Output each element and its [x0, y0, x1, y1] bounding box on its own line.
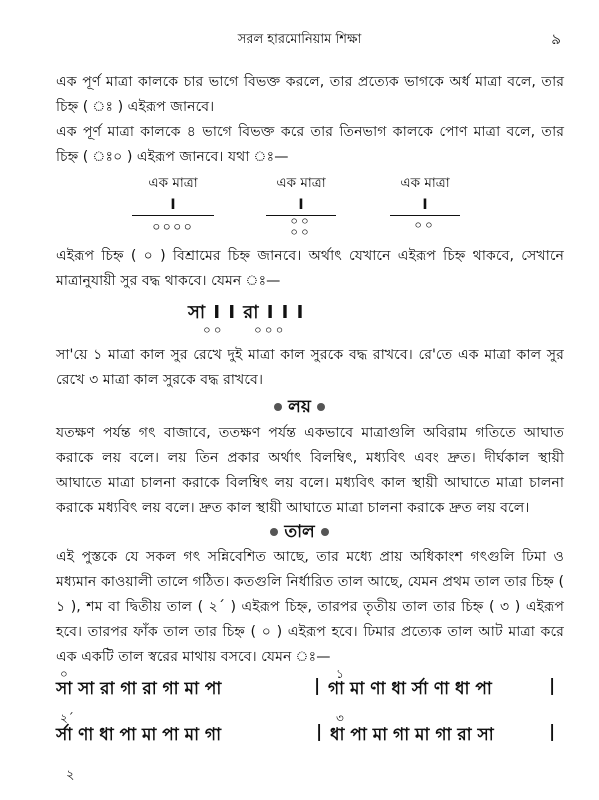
matra-bar-symbol: I: [298, 197, 304, 213]
matra-circles: ০০: [290, 214, 312, 228]
paragraph-rest-explanation: সা'য়ে ১ মাত্রা কাল সুর রেখে দুই মাত্রা কাল সুরকে বদ্ধ রাখবে। রে'তে এক মাত্রা কাল সুর রেখে ৩ মাত্রা কাল সুরকে বদ্ধ রাখবে।: [56, 347, 564, 388]
footer-signature-number: ২: [66, 768, 75, 783]
matra-diagram: [0, 172, 599, 242]
tal-row-2-right: ধা পা মা গা মা গা রা সা: [330, 725, 494, 745]
paragraph-rest-sign: এইরূপ চিহ্ন ( ০ ) বিশ্রামের চিহ্ন জানবে। অর্থাৎ যেখানে এইরূপ চিহ্ন থাকবে, সেখানে মাত্রানুযায়ী সুর বদ্ধ থাকবে। যেমন ঃ—: [56, 248, 564, 289]
bullet-dot: [270, 528, 278, 536]
section-title: লয়: [288, 397, 311, 417]
tal-mark-fank: ০: [60, 667, 68, 681]
matra-circles: ০০: [290, 225, 312, 239]
tal-row-1-left: সা সা রা গা রা গা মা পা: [56, 679, 222, 699]
matra-bar-symbol: I: [170, 197, 176, 213]
matra-group-1: [118, 172, 228, 239]
rest-example-notation: সা I I রা I I I: [188, 302, 305, 323]
paragraph-pone-matra: এক পূর্ণ মাত্রা কালকে ৪ ভাগে বিভক্ত করে তার তিনভাগ কালকে পোণ মাত্রা বলে, তার চিহ্ন ( ঃ০ ) এইরূপ জানবে। যথা ঃ—: [56, 124, 564, 165]
tal-mark-third: ৩: [336, 711, 344, 725]
matra-circles: ০০০০: [152, 220, 194, 235]
tal-divider: |: [549, 722, 556, 742]
section-heading-tal: [0, 519, 599, 547]
tal-mark-first: ১: [336, 667, 344, 681]
section-title: তাল: [284, 522, 315, 542]
bullet-dot: [274, 403, 282, 411]
tal-divider: |: [549, 676, 556, 696]
running-header-title: সরল হারমোনিয়াম শিক্ষা: [237, 32, 362, 47]
paragraph-tal: এই পুস্তকে যে সকল গৎ সন্নিবেশিত আছে, তার মধ্যে প্রায় অধিকাংশ গৎগুলি ঢিমা ও মধ্যমান কাওয়ালী তালে গঠিত। কতগুলি নির্ধারিত তাল আছে, যেমন প্রথম তাল তার চিহ্ন ( ১ ), শম বা দ্বিতীয় তাল ( ২´ ) এইরূপ চিহ্ন, তারপর তৃতীয় তাল তার চিহ্ন ( ৩ ) এইরূপ হবে। তারপর ফাঁক তাল তার চিহ্ন ( ০ ) এইরূপ হবে। ঢিমার প্রত্যেক তাল আট মাত্রা করে এক একটি তাল স্বরের মাথায় বসবে। যেমন ঃ—: [56, 549, 564, 665]
page-number: ৯: [551, 30, 561, 48]
tal-row-2-left: র্সা ণা ধা পা মা পা মা গা: [56, 725, 222, 745]
tal-divider: |: [316, 722, 323, 742]
matra-group-2: [246, 172, 356, 238]
paragraph-half-matra: এক পূর্ণ মাত্রা কালকে চার ভাগে বিভক্ত করলে, তার প্রত্যেক ভাগকে অর্ধ মাত্রা বলে, তার চিহ্ন ( ঃ ) এইরূপ জানবে।: [56, 74, 564, 115]
matra-label: এক মাত্রা: [400, 175, 450, 191]
tal-mark-sam: ২´: [60, 711, 74, 725]
matra-circles: ০০: [414, 218, 436, 232]
bullet-dot: [317, 403, 325, 411]
rest-circles-a: ০০: [203, 323, 225, 337]
matra-divider-line: [390, 215, 460, 216]
matra-group-3: [370, 172, 480, 231]
paragraph-laya: যতক্ষণ পর্যন্ত গৎ বাজাবে, ততক্ষণ পর্যন্ত একভাবে মাত্রাগুলি অবিরাম গতিতে আঘাত করাকে লয় বলে। লয় তিন প্রকার অর্থাৎ বিলম্বিৎ, মধ্যবিৎ এবং দ্রুত। দীর্ঘকাল স্থায়ী আঘাতে মাত্রা চালনা করাকে বিলম্বিৎ লয় বলে। মধ্যবিৎ কাল স্থায়ী আঘাতে মাত্রা চালনা করাকে মধ্যবিৎ লয় বলে। দ্রুত কাল স্থায়ী আঘাতে মাত্রা চালনা করাকে দ্রুত লয় বলে।: [56, 425, 564, 516]
matra-label: এক মাত্রা: [276, 175, 326, 191]
matra-bar-symbol: I: [422, 197, 428, 213]
rest-circles-b: ০০০: [254, 323, 287, 337]
tal-divider: |: [314, 676, 321, 696]
matra-label: এক মাত্রা: [148, 175, 198, 191]
bullet-dot: [321, 528, 329, 536]
tal-row-1-right: গা মা ণা ধা র্সা ণা ধা পা: [328, 679, 492, 699]
section-heading-laya: [0, 394, 599, 422]
matra-divider-line: [132, 215, 214, 216]
